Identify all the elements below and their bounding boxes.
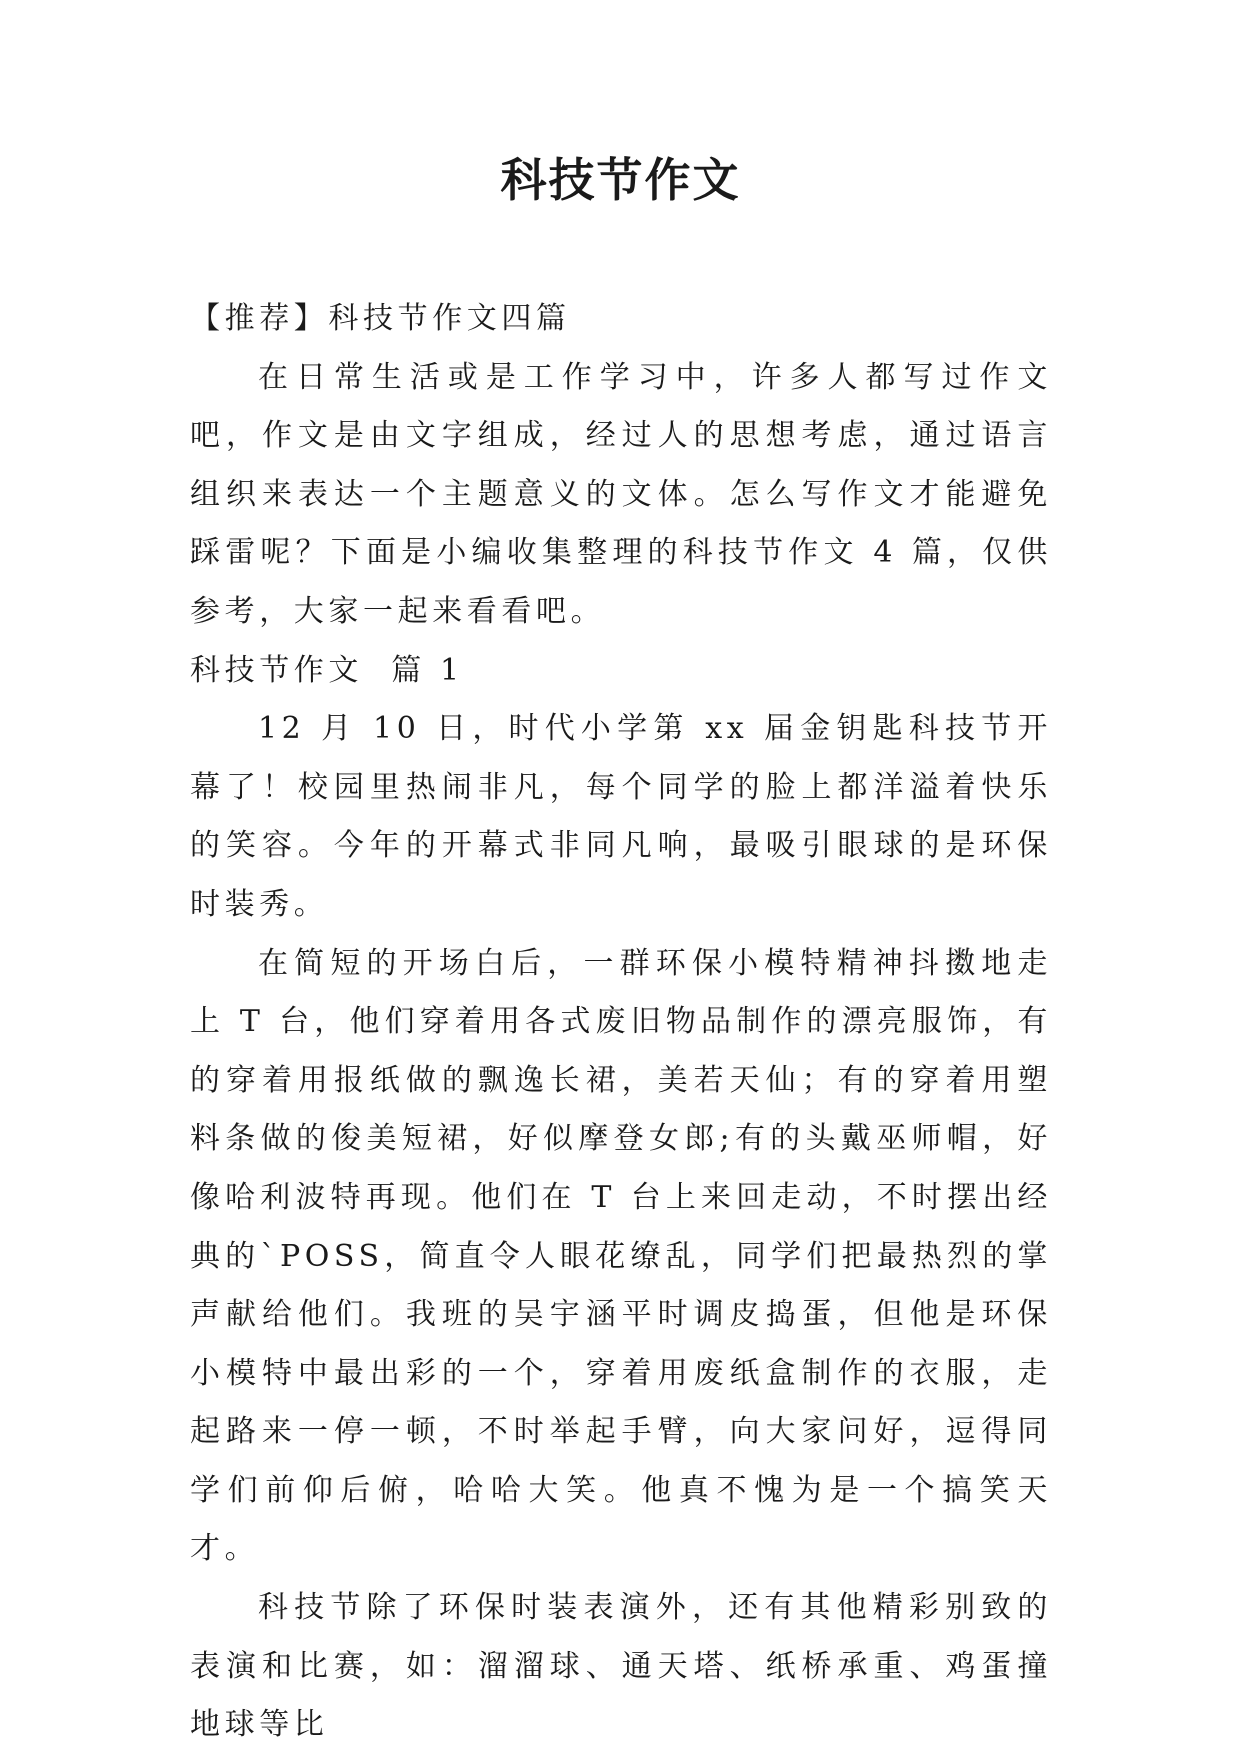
section-heading: 科技节作文 篇 1 (190, 652, 464, 688)
body-paragraph: 科技节除了环保时装表演外，还有其他精彩别致的表演和比赛，如：溜溜球、通天塔、纸桥承重、鸡蛋撞地球等比 (190, 1590, 1052, 1743)
intro-paragraph: 在日常生活或是工作学习中，许多人都写过作文吧，作文是由文字组成，经过人的思想考虑，通过语言组织来表达一个主题意义的文体。怎么写作文才能避免踩雷呢？下面是小编收集整理的科技节作文 4 篇，仅供参考，大家一起来看看吧。 (190, 359, 1052, 629)
body-paragraph: 在简短的开场白后，一群环保小模特精神抖擞地走上 T 台，他们穿着用各式废旧物品制作的漂亮服饰，有的穿着用报纸做的飘逸长裙，美若天仙；有的穿着用塑料条做的俊美短裙，好似摩登女郎;有的头戴巫师帽，好像哈利波特再现。他们在 T 台上来回走动，不时摆出经典的`POSS，简直令人眼花缭乱，同学们把最热烈的掌声献给他们。我班的吴宇涵平时调皮捣蛋，但他是环保小模特中最出彩的一个，穿着用废纸盒制作的衣服，走起路来一停一顿，不时举起手臂，向大家问好，逗得同学们前仰后俯，哈哈大笑。他真不愧为是一个搞笑天才。 (190, 945, 1052, 1567)
recommend-line: 【推荐】科技节作文四篇 (190, 301, 571, 336)
document-title: 科技节作文 (500, 153, 741, 207)
document-body (190, 290, 1052, 1755)
body-paragraph: 12 月 10 日，时代小学第 xx 届金钥匙科技节开幕了！校园里热闹非凡，每个同学的脸上都洋溢着快乐的笑容。今年的开幕式非同凡响，最吸引眼球的是环保时装秀。 (190, 711, 1052, 922)
